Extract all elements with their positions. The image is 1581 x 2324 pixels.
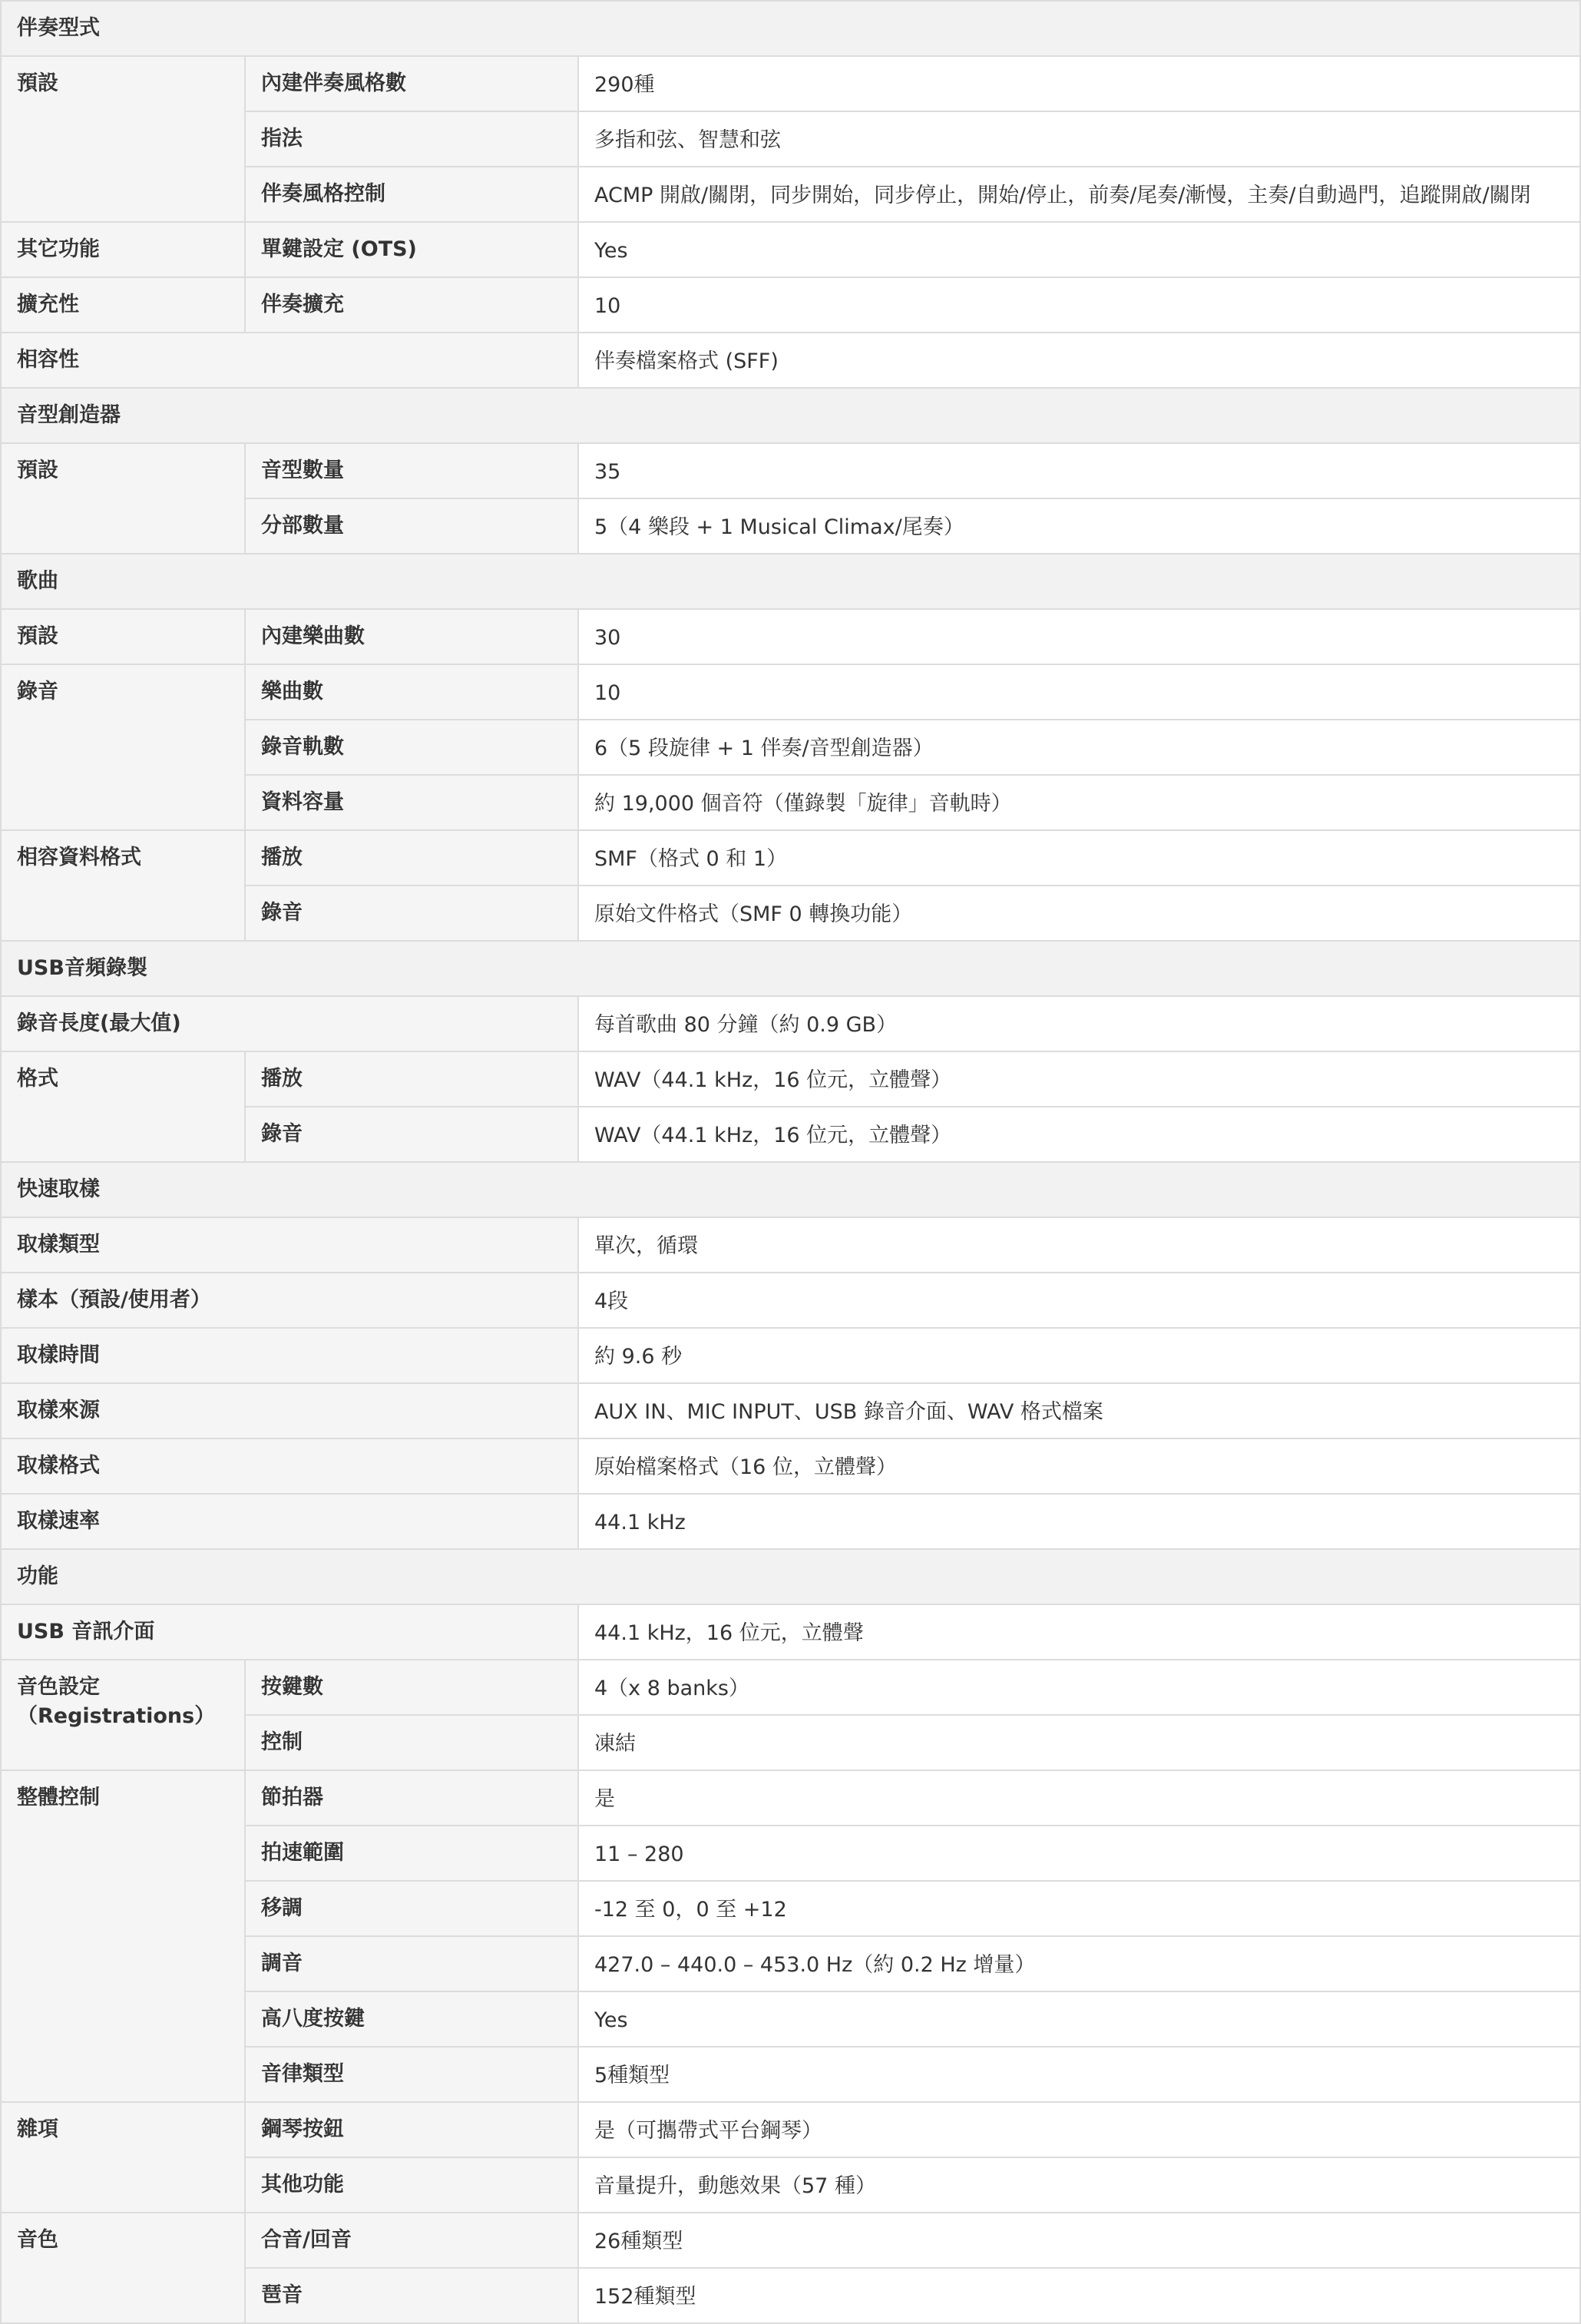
spec-item-label: 播放 <box>245 1051 578 1107</box>
spec-value: 6（5 段旋律 + 1 伴奏/音型創造器） <box>578 720 1580 775</box>
spec-item-label: 樂曲數 <box>245 664 578 720</box>
spec-item-label: 音型數量 <box>245 443 578 498</box>
spec-group-label: 預設 <box>1 443 245 554</box>
spec-group-label: 擴充性 <box>1 277 245 333</box>
spec-row <box>1 333 1580 388</box>
spec-row <box>1 1438 1580 1494</box>
spec-item-label: 錄音 <box>245 1107 578 1162</box>
spec-value: 約 19,000 個音符（僅錄製「旋律」音軌時） <box>578 775 1580 830</box>
spec-item-label: 內建伴奏風格數 <box>245 56 578 111</box>
spec-group-label: 預設 <box>1 609 245 664</box>
spec-row <box>1 664 1580 720</box>
spec-value: 約 9.6 秒 <box>578 1328 1580 1383</box>
section-title: 快速取樣 <box>1 1162 1580 1217</box>
spec-value: Yes <box>578 1991 1580 2047</box>
spec-value: 4段 <box>578 1273 1580 1328</box>
spec-item-label: 音律類型 <box>245 2047 578 2102</box>
spec-item-label: 按鍵數 <box>245 1660 578 1715</box>
spec-item-label: 內建樂曲數 <box>245 609 578 664</box>
spec-value: 原始文件格式（SMF 0 轉換功能） <box>578 886 1580 941</box>
spec-value: 多指和弦、智慧和弦 <box>578 111 1580 167</box>
spec-label: USB 音訊介面 <box>1 1604 578 1660</box>
spec-value: 30 <box>578 609 1580 664</box>
spec-group-label: 雜項 <box>1 2102 245 2213</box>
spec-value: AUX IN、MIC INPUT、USB 錄音介面、WAV 格式檔案 <box>578 1383 1580 1438</box>
section-title: 功能 <box>1 1549 1580 1604</box>
spec-value: 26種類型 <box>578 2213 1580 2268</box>
spec-value: 10 <box>578 664 1580 720</box>
spec-label: 錄音長度(最大值) <box>1 996 578 1051</box>
spec-row <box>1 996 1580 1051</box>
spec-value: 35 <box>578 443 1580 498</box>
spec-value: 10 <box>578 277 1580 333</box>
spec-value: 11 – 280 <box>578 1826 1580 1881</box>
spec-item-label: 合音/回音 <box>245 2213 578 2268</box>
section-header-row <box>1 1162 1580 1217</box>
spec-value: WAV（44.1 kHz，16 位元，立體聲） <box>578 1051 1580 1107</box>
section-title: 歌曲 <box>1 554 1580 609</box>
spec-group-label: 音色 <box>1 2213 245 2323</box>
spec-item-label: 拍速範圍 <box>245 1826 578 1881</box>
spec-value: 音量提升，動態效果（57 種） <box>578 2157 1580 2213</box>
spec-item-label: 調音 <box>245 1936 578 1991</box>
spec-value: 427.0 – 440.0 – 453.0 Hz（約 0.2 Hz 增量） <box>578 1936 1580 1991</box>
spec-item-label: 伴奏風格控制 <box>245 167 578 222</box>
spec-item-label: 其他功能 <box>245 2157 578 2213</box>
spec-group-label: 錄音 <box>1 664 245 830</box>
spec-label: 取樣時間 <box>1 1328 578 1383</box>
spec-value: 是（可攜帶式平台鋼琴） <box>578 2102 1580 2157</box>
section-title: USB音頻錄製 <box>1 941 1580 996</box>
spec-row <box>1 1660 1580 1715</box>
spec-value: 單次，循環 <box>578 1217 1580 1273</box>
spec-item-label: 分部數量 <box>245 498 578 554</box>
spec-group-label: 整體控制 <box>1 1770 245 2102</box>
spec-row <box>1 1217 1580 1273</box>
spec-row <box>1 609 1580 664</box>
spec-label: 取樣格式 <box>1 1438 578 1494</box>
spec-value: ACMP 開啟/關閉，同步開始，同步停止，開始/停止，前奏/尾奏/漸慢，主奏/自動過門，追蹤開啟/關閉 <box>578 167 1580 222</box>
spec-item-label: 伴奏擴充 <box>245 277 578 333</box>
spec-value: 44.1 kHz，16 位元，立體聲 <box>578 1604 1580 1660</box>
section-header-row <box>1 941 1580 996</box>
spec-row <box>1 1328 1580 1383</box>
spec-item-label: 資料容量 <box>245 775 578 830</box>
spec-item-label: 移調 <box>245 1881 578 1936</box>
spec-row <box>1 1273 1580 1328</box>
spec-value: WAV（44.1 kHz，16 位元，立體聲） <box>578 1107 1580 1162</box>
section-title: 音型創造器 <box>1 388 1580 443</box>
spec-row <box>1 1383 1580 1438</box>
spec-label: 取樣速率 <box>1 1494 578 1549</box>
section-header-row <box>1 1549 1580 1604</box>
spec-value: -12 至 0，0 至 +12 <box>578 1881 1580 1936</box>
spec-row <box>1 222 1580 277</box>
spec-group-label: 其它功能 <box>1 222 245 277</box>
spec-value: SMF（格式 0 和 1） <box>578 830 1580 886</box>
spec-item-label: 控制 <box>245 1715 578 1770</box>
spec-value: 伴奏檔案格式 (SFF) <box>578 333 1580 388</box>
spec-label: 樣本（預設/使用者） <box>1 1273 578 1328</box>
spec-group-label: 音色設定（Registrations） <box>1 1660 245 1770</box>
spec-label: 相容性 <box>1 333 578 388</box>
section-header-row <box>1 388 1580 443</box>
spec-row <box>1 1494 1580 1549</box>
section-header-row <box>1 554 1580 609</box>
spec-row <box>1 2102 1580 2157</box>
spec-group-label: 預設 <box>1 56 245 222</box>
spec-item-label: 錄音軌數 <box>245 720 578 775</box>
spec-table-body <box>1 1 1580 2323</box>
section-title: 伴奏型式 <box>1 1 1580 56</box>
spec-group-label: 相容資料格式 <box>1 830 245 941</box>
spec-value: 原始檔案格式（16 位，立體聲） <box>578 1438 1580 1494</box>
spec-item-label: 指法 <box>245 111 578 167</box>
spec-row <box>1 443 1580 498</box>
spec-item-label: 播放 <box>245 830 578 886</box>
spec-value: 每首歌曲 80 分鐘（約 0.9 GB） <box>578 996 1580 1051</box>
section-header-row <box>1 1 1580 56</box>
spec-label: 取樣類型 <box>1 1217 578 1273</box>
spec-value: 5種類型 <box>578 2047 1580 2102</box>
spec-value: 凍結 <box>578 1715 1580 1770</box>
spec-item-label: 節拍器 <box>245 1770 578 1826</box>
spec-row <box>1 1051 1580 1107</box>
spec-value: 5（4 樂段 + 1 Musical Climax/尾奏） <box>578 498 1580 554</box>
spec-row <box>1 1604 1580 1660</box>
spec-value: 4（x 8 banks） <box>578 1660 1580 1715</box>
spec-item-label: 單鍵設定 (OTS) <box>245 222 578 277</box>
spec-value: 290種 <box>578 56 1580 111</box>
spec-label: 取樣來源 <box>1 1383 578 1438</box>
spec-item-label: 高八度按鍵 <box>245 1991 578 2047</box>
spec-item-label: 錄音 <box>245 886 578 941</box>
spec-value: 152種類型 <box>578 2268 1580 2323</box>
spec-row <box>1 56 1580 111</box>
spec-row <box>1 830 1580 886</box>
spec-item-label: 鋼琴按鈕 <box>245 2102 578 2157</box>
spec-value: Yes <box>578 222 1580 277</box>
spec-row <box>1 2213 1580 2268</box>
spec-row <box>1 277 1580 333</box>
spec-row <box>1 1770 1580 1826</box>
spec-value: 是 <box>578 1770 1580 1826</box>
spec-group-label: 格式 <box>1 1051 245 1162</box>
spec-item-label: 琶音 <box>245 2268 578 2323</box>
spec-value: 44.1 kHz <box>578 1494 1580 1549</box>
